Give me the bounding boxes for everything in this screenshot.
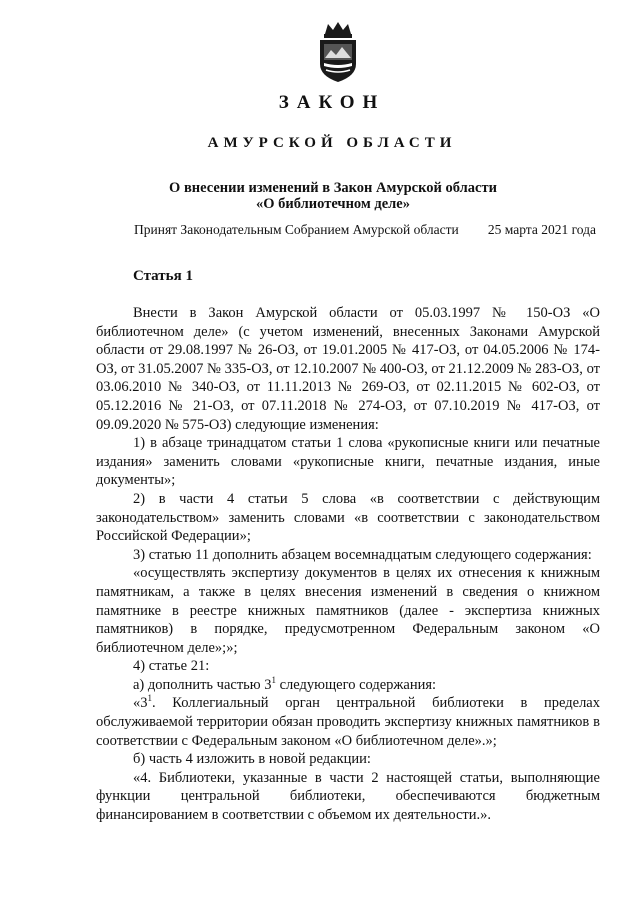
item-4a-superscript: 1 — [271, 675, 276, 686]
item-4a-text: а) дополнить частью 3 — [133, 676, 272, 693]
law-title: ЗАКОН — [278, 92, 386, 113]
article-body — [96, 304, 600, 825]
adoption-line — [134, 222, 596, 238]
coat-of-arms-icon — [315, 20, 361, 84]
amendment-item-4b-quote: «4. Библиотеки, указанные в части 2 настоящей статьи, выполняющие функции центральной библиотеки, обеспечиваются бюджетным финансированием в соответствии с объемом их деятельности.». — [96, 769, 600, 824]
item-4a-quote-superscript: 1 — [147, 693, 152, 704]
item-4a-quote-text: . Коллегиальный орган центральной библиотеки в пределах обслуживаемой территории обязан проводить экспертизу книжных памятников в соответствии с Федеральным законом «О библиотечном деле».»; — [96, 695, 600, 749]
adopted-date: 25 марта 2021 года — [487, 222, 596, 237]
item-4a-quote-start: «3 — [133, 695, 148, 712]
article-heading: Статья 1 — [133, 268, 193, 284]
law-subject — [0, 180, 640, 212]
amendment-item-3: 3) статью 11 дополнить абзацем восемнадцатым следующего содержания: — [133, 546, 592, 563]
amendment-item-1: 1) в абзаце тринадцатом статьи 1 слова «рукописные книги или печатные издания» заменить словами «рукописные книги, печатные издания, иные документы»; — [96, 435, 600, 489]
region-name: АМУРСКОЙ ОБЛАСТИ — [207, 135, 457, 151]
law-subject-line1: О внесении изменений в Закон Амурской области — [169, 180, 497, 196]
adopted-by: Принят Законодательным Собранием Амурской области — [134, 222, 459, 237]
amendment-item-4b: б) часть 4 изложить в новой редакции: — [133, 751, 371, 768]
law-subject-line2: «О библиотечном деле» — [256, 196, 410, 212]
amendment-item-3-quote: «осуществлять экспертизу документов в целях их отнесения к книжным памятникам, а также в целях внесения изменений в сведения о книжном памятнике в реестре книжных памятников (далее - экспертиза книжных памятников) в порядке, предусмотренном Федеральным законом «О библиотечном деле»;»; — [96, 565, 600, 656]
amendment-item-4a-quote — [96, 694, 600, 750]
amendment-item-4: 4) статье 21: — [133, 658, 210, 675]
article-intro: Внести в Закон Амурской области от 05.03.1997 № 150-ОЗ «О библиотечном деле» (с учетом изменений, внесенных Законами Амурской области от 29.08.1997 № 26-ОЗ, от 19.01.2005 № 417-ОЗ, от 04.05.2006 № 174-ОЗ, от 31.05.2007 № 335-ОЗ, от 12.10.2007 № 400-ОЗ, от 21.12.2009 № 283-ОЗ, от 03.06.2010 № 340-ОЗ, от 11.11.2013 № 269-ОЗ, от 02.11.2015 № 602-ОЗ, от 05.12.2016 № 21-ОЗ, от 07.11.2018 № 274-ОЗ, от 07.10.2019 № 417-ОЗ, от 09.09.2020 № 575-ОЗ) следующие изменения: — [96, 305, 600, 433]
item-4a-text-end: следующего содержания: — [276, 676, 437, 693]
amendment-item-2: 2) в части 4 статьи 5 слова «в соответствии с действующим законодательством» заменить словами «в соответствии с законодательством Российской Федерации»; — [96, 490, 600, 545]
amendment-item-4a — [96, 676, 600, 695]
